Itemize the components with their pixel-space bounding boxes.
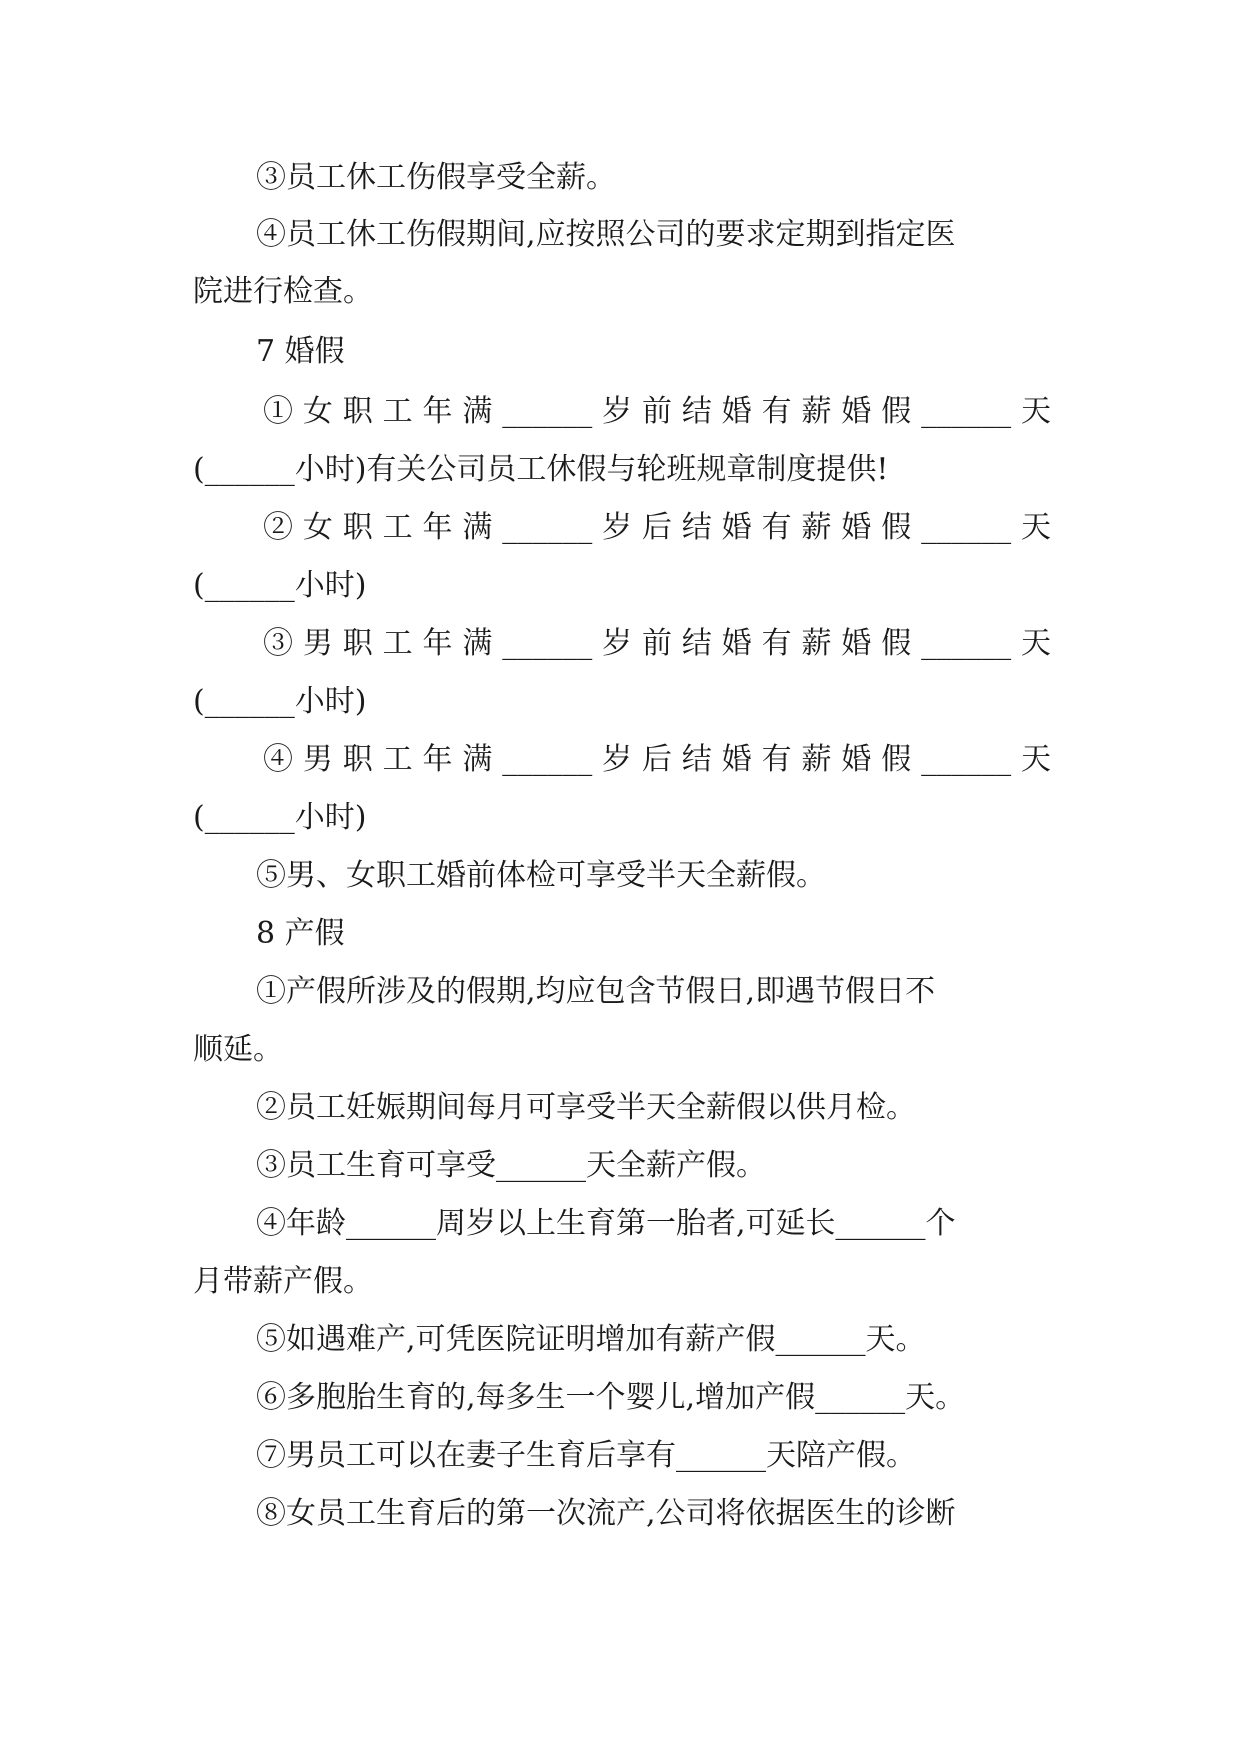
paragraph-maternity-holidays-cont: 顺延。 bbox=[193, 1032, 283, 1067]
paragraph-marriage-male-after: ④男职工年满______岁后结婚有薪婚假______天 bbox=[263, 742, 1051, 777]
paragraph-premarital-checkup: ⑤男、女职工婚前体检可享受半天全薪假。 bbox=[256, 858, 826, 893]
section-heading-marriage-leave: 7 婚假 bbox=[256, 334, 345, 369]
paragraph-maternity-holidays: ①产假所涉及的假期,均应包含节假日,即遇节假日不 bbox=[256, 974, 936, 1009]
paragraph-marriage-female-before: ①女职工年满______岁前结婚有薪婚假______天 bbox=[263, 394, 1051, 429]
paragraph-marriage-male-before-cont: (______小时) bbox=[193, 684, 367, 719]
paragraph-pregnancy-checkup: ②员工妊娠期间每月可享受半天全薪假以供月检。 bbox=[256, 1090, 916, 1125]
paragraph-marriage-female-before-cont: (______小时)有关公司员工休假与轮班规章制度提供! bbox=[193, 452, 889, 487]
paragraph-difficult-labor: ⑤如遇难产,可凭医院证明增加有薪产假______天。 bbox=[256, 1322, 926, 1357]
paragraph-miscarriage-leave: ⑧女员工生育后的第一次流产,公司将依据医生的诊断 bbox=[256, 1496, 956, 1531]
paragraph-marriage-female-after-cont: (______小时) bbox=[193, 568, 367, 603]
paragraph-maternity-paid-days: ③员工生育可享受______天全薪产假。 bbox=[256, 1148, 766, 1183]
paragraph-marriage-male-after-cont: (______小时) bbox=[193, 800, 367, 835]
paragraph-injury-leave-checkup-cont: 院进行检查。 bbox=[193, 274, 373, 309]
paragraph-injury-leave-checkup: ④员工休工伤假期间,应按照公司的要求定期到指定医 bbox=[256, 217, 956, 252]
section-heading-maternity-leave: 8 产假 bbox=[256, 916, 345, 951]
paragraph-multiple-births: ⑥多胞胎生育的,每多生一个婴儿,增加产假______天。 bbox=[256, 1380, 966, 1415]
paragraph-paternity-leave: ⑦男员工可以在妻子生育后享有______天陪产假。 bbox=[256, 1438, 916, 1473]
paragraph-marriage-male-before: ③男职工年满______岁前结婚有薪婚假______天 bbox=[263, 626, 1051, 661]
paragraph-injury-leave-pay: ③员工休工伤假享受全薪。 bbox=[256, 160, 616, 195]
paragraph-late-first-birth: ④年龄______周岁以上生育第一胎者,可延长______个 bbox=[256, 1206, 956, 1241]
paragraph-late-first-birth-cont: 月带薪产假。 bbox=[193, 1264, 373, 1299]
paragraph-marriage-female-after: ②女职工年满______岁后结婚有薪婚假______天 bbox=[263, 510, 1051, 545]
